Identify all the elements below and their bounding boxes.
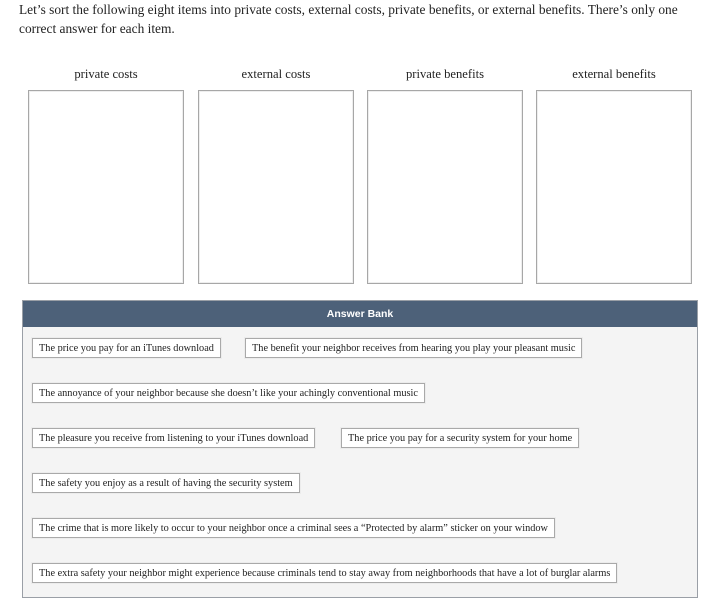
answer-chip-neighbor-safety[interactable]: The extra safety your neighbor might experience because criminals tend to stay away from neighborhoods that have a lot of burglar alarms (32, 563, 617, 583)
bin-label-private-costs: private costs (74, 67, 138, 81)
answer-bank[interactable] (22, 300, 698, 598)
answer-chip-neighbor-annoyance[interactable]: The annoyance of your neighbor because she doesn’t like your achingly conventional music (32, 383, 425, 403)
bin-label-private-benefits: private benefits (406, 67, 484, 81)
answer-chip-itunes-price[interactable]: The price you pay for an iTunes download (32, 338, 221, 358)
question-instructions: Let’s sort the following eight items into private costs, external costs, private benefits, or external benefits. There’s only one correct answer for each item. (19, 2, 678, 36)
answer-chip-security-safety[interactable]: The safety you enjoy as a result of having the security system (32, 473, 300, 493)
bin-label-external-benefits: external benefits (572, 67, 656, 81)
drop-zone-external-costs[interactable] (198, 90, 354, 284)
drop-zone-private-benefits[interactable] (367, 90, 523, 284)
answer-chip-neighbor-crime[interactable]: The crime that is more likely to occur to your neighbor once a criminal sees a “Protected by alarm” sticker on your window (32, 518, 555, 538)
bin-label-external-costs: external costs (241, 67, 311, 81)
drop-zone-private-costs[interactable] (28, 90, 184, 284)
drop-zone-external-benefits[interactable] (536, 90, 692, 284)
answer-chip-itunes-pleasure[interactable]: The pleasure you receive from listening to your iTunes download (32, 428, 315, 448)
answer-bank-title: Answer Bank (23, 301, 697, 327)
answer-chip-neighbor-music-benefit[interactable]: The benefit your neighbor receives from hearing you play your pleasant music (245, 338, 582, 358)
answer-chip-security-price[interactable]: The price you pay for a security system for your home (341, 428, 579, 448)
